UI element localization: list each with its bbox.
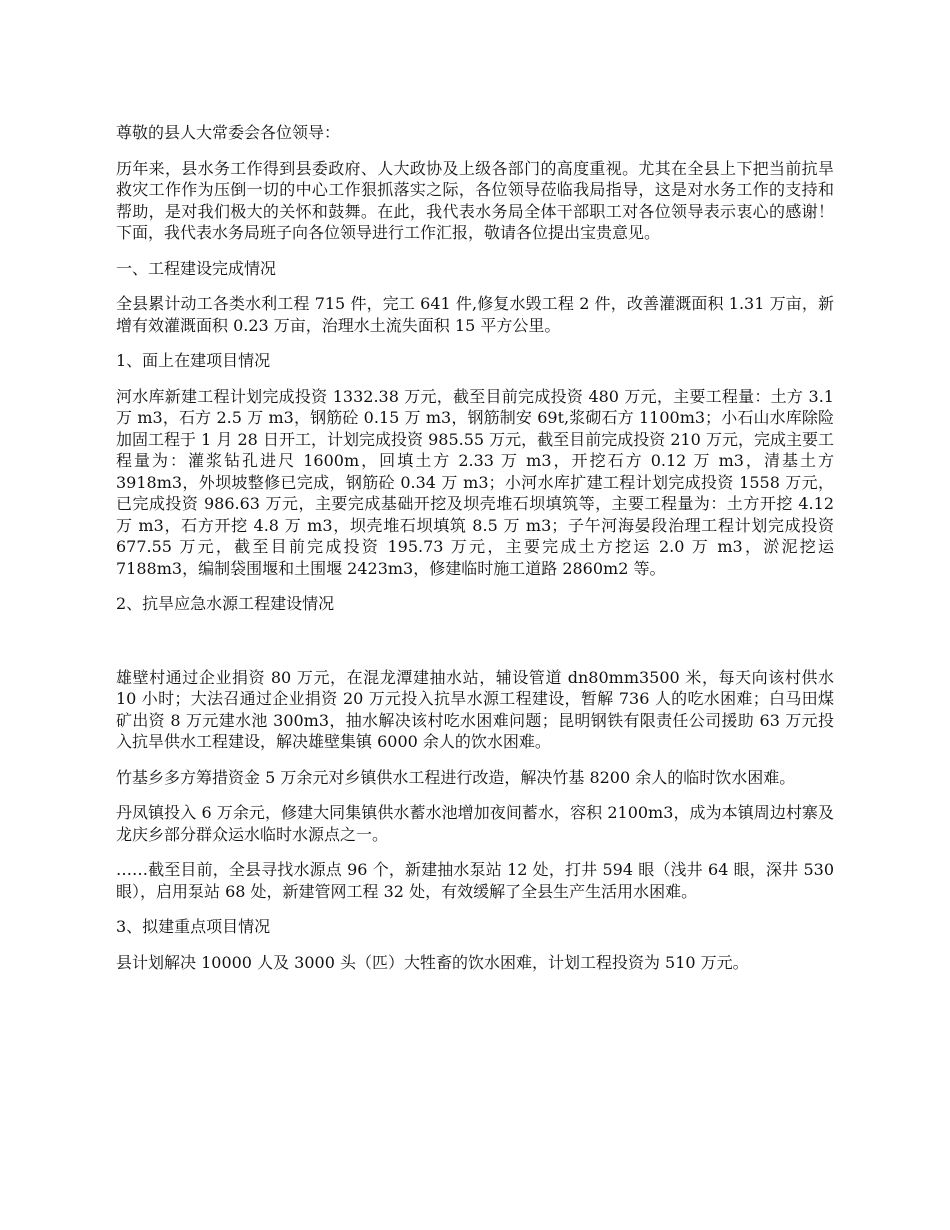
subsection-heading-ongoing-projects: 1、面上在建项目情况 bbox=[116, 351, 271, 370]
subsection-heading-planned-projects: 3、拟建重点项目情况 bbox=[116, 917, 271, 936]
drought-water-paragraph-4: ……截至目前，全县寻找水源点 96 个，新建抽水泵站 12 处，打井 594 眼（浅井 64 眼，深井 530 眼），启用泵站 68 处，新建管网工程 32 处，有效缓解了全县生产生活用水困难。 bbox=[116, 860, 834, 901]
drought-water-paragraph-3: 丹凤镇投入 6 万余元，修建大同集镇供水蓄水池增加夜间蓄水，容积 2100m3，成为本镇周边村寨及龙庆乡部分群众运水临时水源点之一。 bbox=[116, 803, 834, 844]
planned-projects-paragraph: 县计划解决 10000 人及 3000 头（匹）大牲畜的饮水困难，计划工程投资为 510 万元。 bbox=[116, 952, 749, 972]
section-heading-engineering: 一、工程建设完成情况 bbox=[116, 258, 277, 278]
drought-water-paragraph-1: 雄壁村通过企业捐资 80 万元，在混龙潭建抽水站，辅设管道 dn80mm3500 米，每天向该村供水 10 小时；大法召通过企业捐资 20 万元投入抗旱水源工程建设，暂解 736 人的吃水困难；白马田煤矿出资 8 万元建水池 300m3，抽水解决该村吃水困难问题；昆明钢铁有限责任公司援助 63 万元投入抗旱供水工程建设，解决雄壁集镇 6000 余人的饮水困难。 bbox=[116, 667, 834, 751]
drought-water-paragraph-2: 竹基乡多方筹措资金 5 万余元对乡镇供水工程进行改造，解决竹基 8200 余人的临时饮水困难。 bbox=[116, 767, 796, 787]
section-summary-paragraph: 全县累计动工各类水利工程 715 件，完工 641 件,修复水毁工程 2 件，改善灌溉面积 1.31 万亩，新增有效灌溉面积 0.23 万亩，治理水土流失面积 15 平方公里。 bbox=[116, 294, 834, 335]
subsection-heading-drought-water: 2、抗旱应急水源工程建设情况 bbox=[116, 594, 335, 613]
intro-paragraph: 历年来，县水务工作得到县委政府、人大政协及上级各部门的高度重视。尤其在全县上下把当前抗旱救灾工作作为压倒一切的中心工作狠抓落实之际，各位领导莅临我局指导，这是对水务工作的支持和帮助，是对我们极大的关怀和鼓舞。在此，我代表水务局全体干部职工对各位领导表示衷心的感谢！下面，我代表水务局班子向各位领导进行工作汇报，敬请各位提出宝贵意见。 bbox=[116, 158, 834, 242]
ongoing-projects-paragraph: 河水库新建工程计划完成投资 1332.38 万元，截至目前完成投资 480 万元，主要工程量：土方 3.1 万 m3，石方 2.5 万 m3，钢筋砼 0.15 万 m3，钢筋制安 69t,浆砌石方 1100m3；小石山水库除险加固工程于 1 月 28 日开工，计划完成投资 985.55 万元，截至目前完成投资 210 万元，完成主要工程量为：灌浆钻孔进尺 1600m，回填土方 2.33 万 m3，开挖石方 0.12 万 m3，清基土方 3918m3，外坝坡整修已完成，钢筋砼 0.34 万 m3；小河水库扩建工程计划完成投资 1558 万元，已完成投资 986.63 万元，主要完成基础开挖及坝壳堆石坝填筑等，主要工程量为：土方开挖 4.12 万 m3，石方开挖 4.8 万 m3，坝壳堆石坝填筑 8.5 万 m3；子午河海晏段治理工程计划完成投资 677.55 万元，截至目前完成投资 195.73 万元，主要完成土方挖运 2.0 万 m3，淤泥挖运 7188m3，编制袋围堰和土围堰 2423m3，修建临时施工道路 2860m2 等。 bbox=[116, 386, 834, 578]
document-body bbox=[116, 122, 834, 987]
salutation: 尊敬的县人大常委会各位领导： bbox=[116, 123, 341, 142]
blank-gap bbox=[116, 629, 834, 667]
